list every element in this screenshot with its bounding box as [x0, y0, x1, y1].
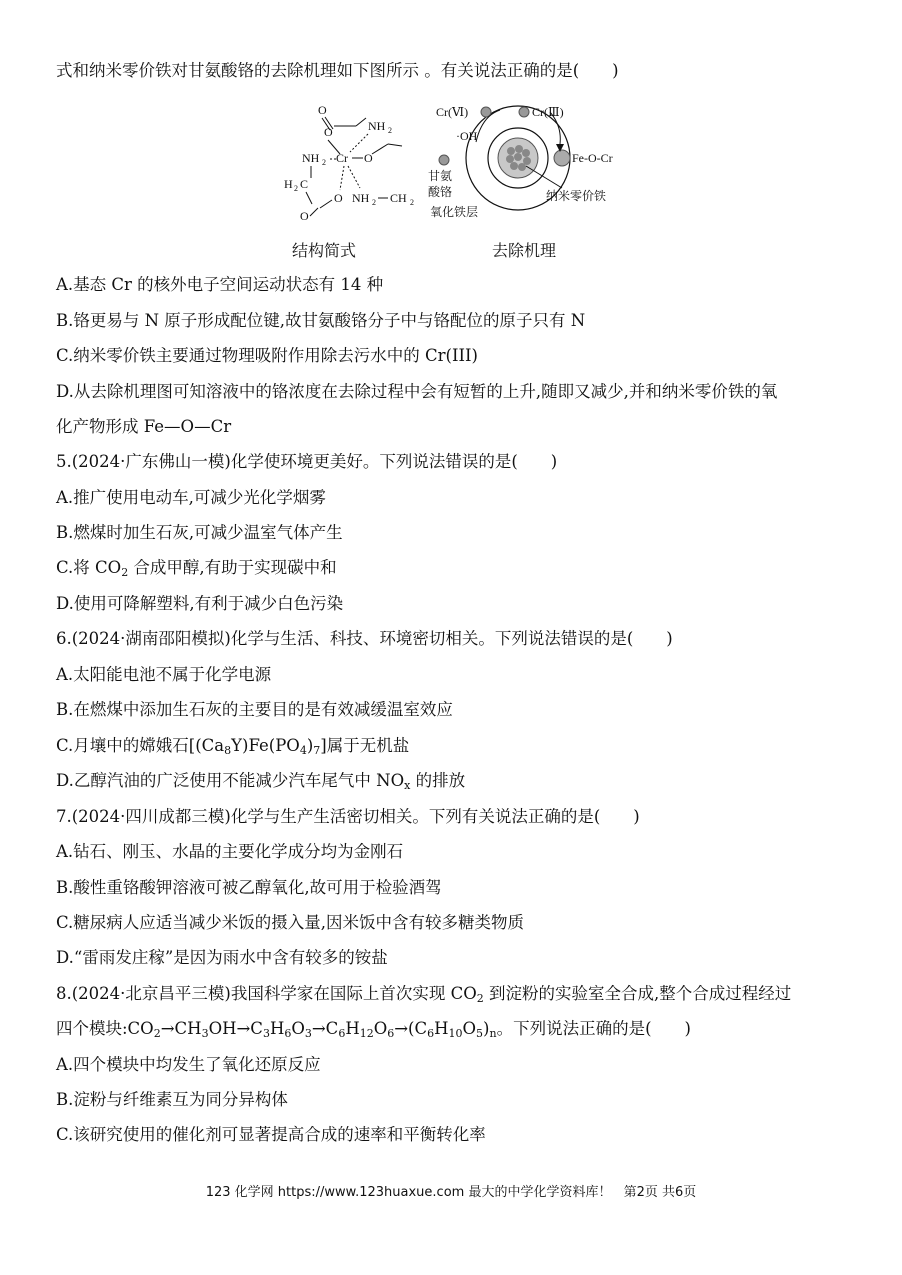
q6-option-c: C.月壤中的嫦娥石$[(Ca_8Y)Fe(PO_4)_7]$属于无机盐 [56, 736, 410, 757]
glycine-chromium-structure [284, 103, 414, 223]
q4-option-b: B.铬更易与 N 原子形成配位键,故甘氨酸铬分子中与铬配位的原子只有 N [56, 311, 586, 330]
atom-sub2-left: 2 [322, 158, 326, 167]
atom-cr: Cr [336, 151, 348, 165]
label-glycine-line1: 甘氨 [428, 169, 453, 183]
q4-option-d-line2: 化产物形成 Fe—O—Cr [56, 417, 232, 436]
q4-option-d-line1: D.从去除机理图可知溶液中的铬浓度在去除过程中会有短暂的上升,随即又减少,并和纳米零价铁的氧 [56, 382, 778, 401]
q8-option-b: B.淀粉与纤维素互为同分异构体 [56, 1090, 288, 1109]
label-cr3: Cr(Ⅲ) [532, 105, 564, 119]
atom-o5: O [300, 209, 309, 223]
fe-o-cr-dot [554, 150, 570, 166]
figure [270, 96, 650, 266]
q4-stem-continuation: 式和纳米零价铁对甘氨酸铬的去除机理如下图所示 。有关说法正确的是( ) [56, 61, 619, 80]
label-oxide-layer: 氧化铁层 [430, 205, 479, 219]
q8-option-c: C.该研究使用的催化剂可显著提高合成的速率和平衡转化率 [56, 1125, 486, 1144]
q5-option-d: D.使用可降解塑料,有利于减少白色污染 [56, 594, 344, 613]
atom-nh2-top: NH [368, 119, 386, 133]
atom-o1: O [318, 103, 327, 117]
removal-mechanism [428, 105, 613, 219]
q8-option-a: A.四个模块中均发生了氧化还原反应 [56, 1055, 321, 1074]
structure-and-mechanism-diagram [270, 96, 650, 236]
label-oh: ·OH [456, 129, 478, 143]
q5-stem: 5.(2024·广东佛山一模)化学使环境更美好。下列说法错误的是( ) [56, 452, 558, 471]
caption-mechanism: 去除机理 [492, 241, 557, 260]
q6-option-a: A.太阳能电池不属于化学电源 [56, 665, 272, 684]
atom-nh2-left: NH [302, 151, 320, 165]
page-footer [0, 1181, 902, 1200]
q8-stem-line1: 8.(2024·北京昌平三模)我国科学家在国际上首次实现 $CO_2$ 到淀粉的实验室全合成,整个合成过程经过 [56, 984, 792, 1005]
q7-stem: 7.(2024·四川成都三模)化学与生产生活密切相关。下列有关说法正确的是( ) [56, 807, 640, 826]
cr3-dot [519, 107, 529, 117]
atom-c: C [300, 177, 309, 191]
q7-option-a: A.钻石、刚玉、水晶的主要化学成分均为金刚石 [56, 842, 404, 861]
q7-option-d: D.“雷雨发庄稼”是因为雨水中含有较多的铵盐 [56, 948, 388, 967]
q4-option-c: C.纳米零价铁主要通过物理吸附作用除去污水中的 Cr(III) [56, 346, 478, 365]
atom-sub2-top: 2 [388, 126, 392, 135]
label-fe-o-cr: Fe-O-Cr [572, 151, 613, 165]
q5-option-b: B.燃煤时加生石灰,可减少温室气体产生 [56, 523, 343, 542]
q5-option-c: C.将 $CO_2$ 合成甲醇,有助于实现碳中和 [56, 558, 337, 579]
label-nzvi: 纳米零价铁 [546, 189, 607, 203]
q6-option-d: D.乙醇汽油的广泛使用不能减少汽车尾气中 $NO_x$ 的排放 [56, 771, 466, 792]
footer-page-number: 第2页 共6页 [623, 1185, 697, 1200]
q8-stem-line2: 四个模块$:CO_2\to CH_3OH\to C_3H_6O_3\to C_6H_{12}O_6\to(C_6H_{10}O_5)_n$。下列说法正确的是( ) [56, 1019, 691, 1040]
atom-sub2-bottom: 2 [372, 198, 376, 207]
atom-sub2-h2c: 2 [294, 184, 298, 193]
glycine-cr-dot [439, 155, 449, 165]
atom-o3: O [364, 151, 373, 165]
label-glycine-line2: 酸铬 [428, 185, 453, 199]
atom-sub2-ch2: 2 [410, 198, 414, 207]
label-cr6: Cr(Ⅵ) [436, 105, 469, 119]
q7-option-c: C.糖尿病人应适当减少米饭的摄入量,因米饭中含有较多糖类物质 [56, 913, 525, 932]
q6-stem: 6.(2024·湖南邵阳模拟)化学与生活、科技、环境密切相关。下列说法错误的是( ) [56, 629, 673, 648]
caption-structure: 结构简式 [292, 241, 357, 260]
atom-o4: O [334, 191, 343, 205]
footer-site-link[interactable]: 123 化学网 https://www.123huaxue.com 最大的中学化学资料库！ [205, 1185, 612, 1200]
q4-option-a: A.基态 Cr 的核外电子空间运动状态有 14 种 [56, 275, 384, 294]
atom-o2: O [324, 125, 333, 139]
q5-option-a: A.推广使用电动车,可减少光化学烟雾 [56, 488, 326, 507]
q7-option-b: B.酸性重铬酸钾溶液可被乙醇氧化,故可用于检验酒驾 [56, 878, 442, 897]
q6-option-b: B.在燃煤中添加生石灰的主要目的是有效减缓温室效应 [56, 700, 453, 719]
atom-h2c: H [284, 177, 293, 191]
atom-ch2: CH [390, 191, 407, 205]
atom-nh2-bottom: NH [352, 191, 370, 205]
